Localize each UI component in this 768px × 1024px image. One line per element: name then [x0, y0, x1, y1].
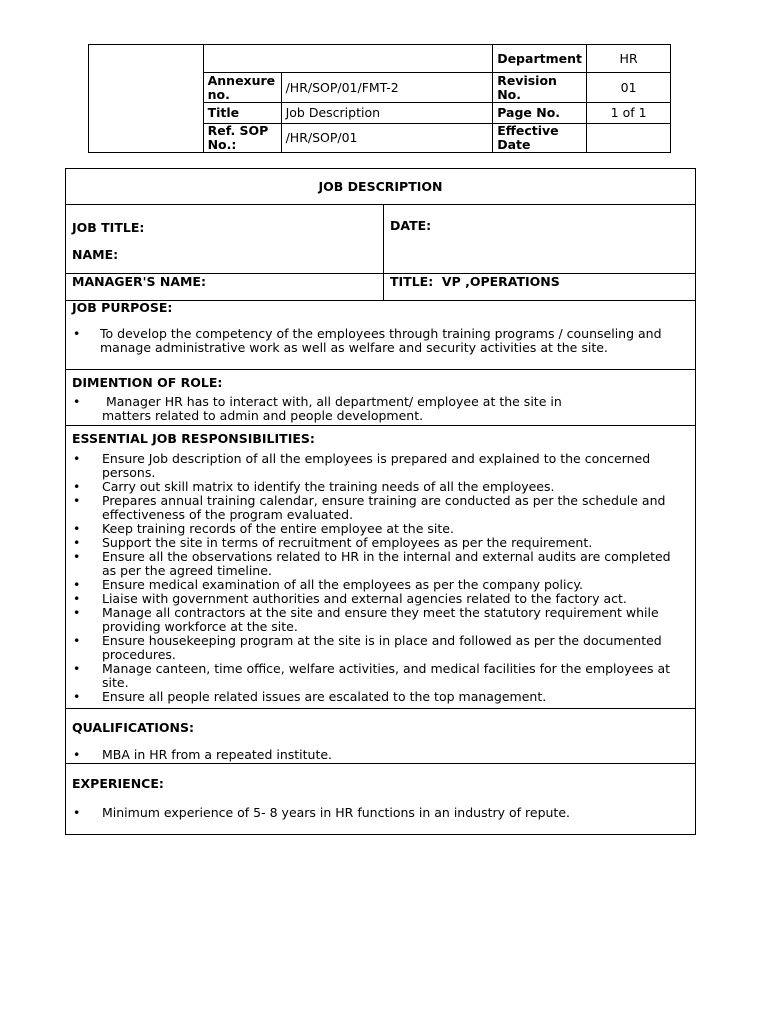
experience-label: EXPERIENCE:: [72, 776, 164, 791]
title-date-row: [66, 204, 695, 273]
qualifications-section: [66, 708, 695, 763]
effective-date-value: [587, 124, 671, 153]
dimension-label: DIMENTION OF ROLE:: [72, 375, 223, 390]
list-item: • Support the site in terms of recruitment of employees as per the requirement.: [72, 536, 685, 550]
list-item: • Manager HR has to interact with, all department/ employee at the site in matters related to admin and people development.: [72, 395, 689, 423]
list-item: • Carry out skill matrix to identify the training needs of all the employees.: [72, 480, 685, 494]
annexure-value: /HR/SOP/01/FMT-2: [281, 73, 493, 103]
manager-row: [66, 273, 695, 300]
revision-value: 01: [587, 73, 671, 103]
job-title-label: JOB TITLE:: [72, 220, 145, 235]
revision-label: Revision No.: [493, 73, 587, 103]
list-item: • MBA in HR from a repeated institute.: [72, 748, 689, 762]
document-control-table: [88, 44, 671, 153]
job-purpose-list: [72, 327, 689, 355]
list-item: • Ensure medical examination of all the employees as per the company policy.: [72, 578, 685, 592]
list-item: • Manage canteen, time office, welfare activities, and medical facilities for the employees at site.: [72, 662, 685, 690]
list-item: • Liaise with government authorities and external agencies related to the factory act.: [72, 592, 685, 606]
title-label: Title: [203, 103, 281, 124]
manager-cell: [66, 274, 384, 300]
date-cell: [384, 205, 695, 273]
dimension-list: [72, 395, 689, 423]
ref-sop-label: Ref. SOP No.:: [203, 124, 281, 153]
list-item: • Minimum experience of 5- 8 years in HR functions in an industry of repute.: [72, 806, 689, 820]
department-value: HR: [587, 45, 671, 73]
experience-list: [72, 806, 689, 820]
title-value: Job Description: [281, 103, 493, 124]
manager-label: MANAGER'S NAME:: [72, 274, 206, 289]
annexure-label: Annexure no.: [203, 73, 281, 103]
list-item: • To develop the competency of the employees through training programs / counseling and manage administrative work as well as welfare and security activities at the site.: [72, 327, 689, 355]
list-item: • Ensure Job description of all the employees is prepared and explained to the concerned persons.: [72, 452, 685, 480]
job-title-cell: [66, 205, 384, 273]
list-item: • Manage all contractors at the site and ensure they meet the statutory requirement while providing workforce at the site.: [72, 606, 685, 634]
department-label: Department: [493, 45, 587, 73]
page-value: 1 of 1: [587, 103, 671, 124]
job-description-table: [65, 168, 696, 835]
page-label: Page No.: [493, 103, 587, 124]
effective-date-label: Effective Date: [493, 124, 587, 153]
qualifications-label: QUALIFICATIONS:: [72, 720, 195, 735]
job-purpose-label: JOB PURPOSE:: [72, 300, 173, 315]
responsibilities-list: [72, 452, 689, 704]
responsibilities-section: [66, 425, 695, 708]
job-purpose-section: [66, 300, 695, 369]
experience-section: [66, 763, 695, 834]
list-item: • Keep training records of the entire employee at the site.: [72, 522, 685, 536]
list-item: • Prepares annual training calendar, ensure training are conducted as per the schedule and effectiveness of the program evaluated.: [72, 494, 685, 522]
responsibilities-label: ESSENTIAL JOB RESPONSIBILITIES:: [72, 431, 315, 446]
qualifications-list: [72, 748, 689, 762]
logo-cell: [89, 45, 204, 153]
list-item: • Ensure housekeeping program at the site is in place and followed as per the documented procedures.: [72, 634, 685, 662]
date-label: DATE:: [390, 218, 432, 233]
name-label: NAME:: [72, 247, 119, 262]
title-cell: [384, 274, 695, 300]
dimension-section: [66, 369, 695, 425]
vp-title-label: TITLE: VP ,OPERATIONS: [390, 274, 560, 289]
jd-heading: JOB DESCRIPTION: [318, 179, 443, 194]
ref-sop-value: /HR/SOP/01: [281, 124, 493, 153]
list-item: • Ensure all people related issues are escalated to the top management.: [72, 690, 685, 704]
list-item: • Ensure all the observations related to HR in the internal and external audits are completed as per the agreed timeline.: [72, 550, 685, 578]
blank-cell: [203, 45, 493, 73]
